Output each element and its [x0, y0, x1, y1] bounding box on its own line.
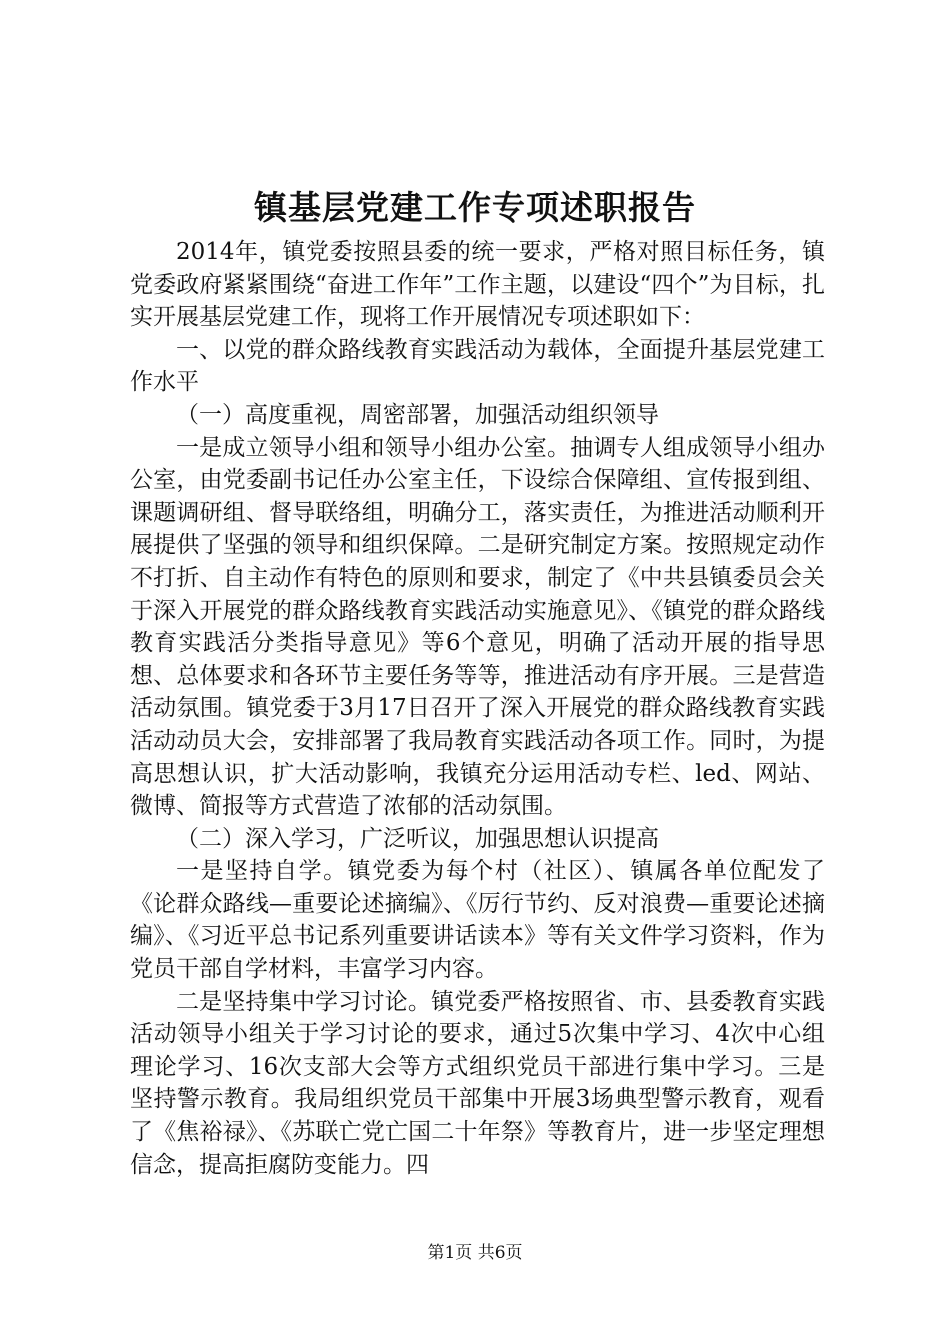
subsection-heading: （一）高度重视，周密部署，加强活动组织领导 — [176, 401, 659, 428]
page-number-footer: 第1页 共6页 — [427, 1243, 523, 1263]
subsection-heading: （二）深入学习，广泛听议，加强思想认识提高 — [176, 825, 659, 852]
section-heading: 一、以党的群众路线教育实践活动为载体，全面提升基层党建工作水平 — [130, 336, 825, 396]
document-body — [130, 236, 825, 1181]
body-paragraph: 一是成立领导小组和领导小组办公室。抽调专人组成领导小组办公室，由党委副书记任办公室主任，下设综合保障组、宣传报到组、课题调研组、督导联络组，明确分工，落实责任，为推进活动顺利开展提供了坚强的领导和组织保障。二是研究制定方案。按照规定动作不打折、自主动作有特色的原则和要求，制定了《中共县镇委员会关于深入开展党的群众路线教育实践活动实施意见》、《镇党的群众路线教育实践活分类指导意见》等6个意见，明确了活动开展的指导思想、总体要求和各环节主要任务等等，推进活动有序开展。三是营造活动氛围。镇党委于3月17日召开了深入开展党的群众路线教育实践活动动员大会，安排部署了我局教育实践活动各项工作。同时，为提高思想认识，扩大活动影响，我镇充分运用活动专栏、led、网站、微博、简报等方式营造了浓郁的活动氛围。 — [130, 434, 825, 820]
document-title: 镇基层党建工作专项述职报告 — [254, 188, 696, 227]
body-paragraph: 二是坚持集中学习讨论。镇党委严格按照省、市、县委教育实践活动领导小组关于学习讨论的要求，通过5次集中学习、4次中心组理论学习、16次支部大会等方式组织党员干部进行集中学习。三是坚持警示教育。我局组织党员干部集中开展3场典型警示教育，观看了《焦裕禄》、《苏联亡党亡国二十年祭》等教育片，进一步坚定理想信念，提高拒腐防变能力。四 — [130, 988, 825, 1178]
body-paragraph: 一是坚持自学。镇党委为每个村（社区）、镇属各单位配发了《论群众路线—重要论述摘编》、《厉行节约、反对浪费—重要论述摘编》、《习近平总书记系列重要讲话读本》等有关文件学习资料，作为党员干部自学材料，丰富学习内容。 — [130, 858, 825, 983]
body-paragraph: 2014年，镇党委按照县委的统一要求，严格对照目标任务，镇党委政府紧紧围绕“奋进工作年”工作主题，以建设“四个”为目标，扎实开展基层党建工作，现将工作开展情况专项述职如下： — [130, 239, 825, 331]
